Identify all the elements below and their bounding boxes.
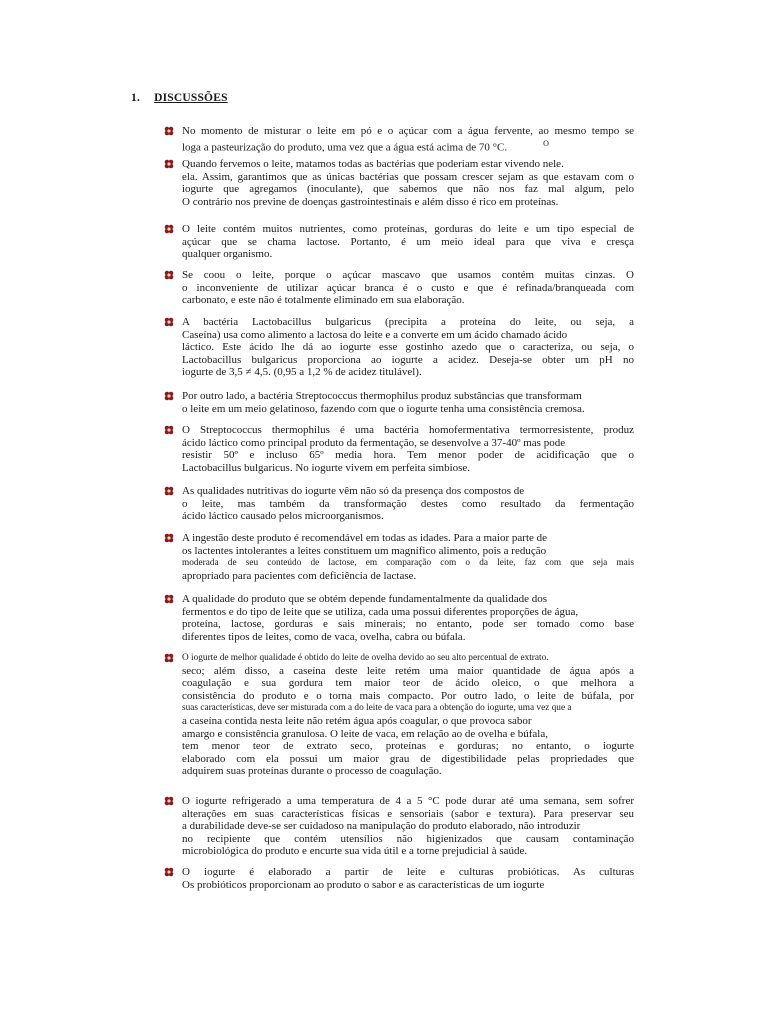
section-title: DISCUSSÕES — [154, 92, 228, 104]
bullet-paragraph — [164, 593, 634, 643]
bullet-paragraph — [164, 125, 634, 154]
bullet-paragraph — [164, 652, 634, 778]
flower-bullet-icon — [164, 653, 174, 663]
paragraph-line: Caseína) usa como alimento a lactosa do leite e a converte em um ácido chamado ácido — [182, 328, 568, 341]
paragraph-line: açúcar que se chama lactose. Portanto, é um meio ideal para que viva e cresça — [182, 235, 634, 248]
paragraph-line: os lactentes intolerantes a leites constituem um magnífico alimento, pois a redução — [182, 544, 547, 557]
paragraph-line: tem menor teor de extrato seco, proteínas e gorduras; no entanto, o iogurte — [182, 740, 634, 753]
paragraph-line: O contrário nos previne de doenças gastrointestinais e além disso é rico em proteínas. — [182, 195, 559, 208]
bullet-paragraph — [164, 795, 634, 858]
paragraph-line: Lactobacillus bulgaricus proporciona ao iogurte a acidez. Deseja-se obter um pH no — [182, 353, 634, 366]
flower-bullet-icon — [164, 224, 174, 234]
paragraph-line: láctico. Este ácido lhe dá ao iogurte esse gostinho azedo que o caracteriza, ou seja, o — [182, 341, 634, 354]
paragraph-line: apropriado para pacientes com deficiência de lactase. — [182, 569, 417, 582]
paragraph-line: o leite em um meio gelatinoso, fazendo com que o iogurte tenha uma consistência cremosa. — [182, 402, 585, 415]
paragraph-line: iogurte de 3,5 ≠ 4,5. (0,95 a 1,2 % de acidez titulável). — [182, 366, 422, 379]
bullet-paragraph — [164, 532, 634, 582]
paragraph-line: a caseína contida nesta leite não retém água após coagular, o que provoca sabor — [182, 714, 532, 727]
paragraph-text — [182, 485, 634, 523]
paragraph-line: seco; além disso, a caseína deste leite retém uma maior quantidade de água após a — [182, 664, 634, 677]
paragraph-line: elaborado com ela possui um maior grau de digestibilidade pelas propriedades que — [182, 752, 634, 765]
paragraph-line: Por outro lado, a bactéria Streptococcus thermophilus produz substâncias que transformam — [182, 390, 582, 402]
paragraph-line: O iogurte é elaborado a partir de leite e culturas probióticas. As culturas — [182, 866, 634, 878]
paragraph-line: a durabilidade deve-se ser cuidadoso na manipulação do produto elaborado, não introduzir — [182, 820, 581, 833]
paragraph-line: coagulação e sua gordura tem maior teor de ácido oleico, o que melhora a — [182, 677, 634, 690]
paragraph-line: No momento de misturar o leite em pó e o açúcar com a água fervente, ao mesmo tempo se — [182, 125, 634, 137]
paragraph-line: alterações em suas características físicas e sensoriais (sabor e textura). Para preservar seu — [182, 807, 634, 820]
bullet-paragraph — [164, 158, 634, 208]
flower-bullet-icon — [164, 796, 174, 806]
flower-bullet-icon — [164, 594, 174, 604]
paragraph-text — [182, 532, 634, 582]
flower-bullet-icon — [164, 867, 174, 877]
paragraph-line: A bactéria Lactobacillus bulgaricus (precipita a proteína do leite, ou seja, a — [182, 316, 634, 328]
paragraph-line: ácido láctico causado pelos microorganismos. — [182, 510, 384, 523]
paragraph-line: moderada de seu conteúdo de lactose, em comparação com o da leite, faz com que seja mais — [182, 558, 634, 569]
flower-bullet-icon — [164, 270, 174, 280]
flower-bullet-icon — [164, 391, 174, 401]
paragraph-line: qualquer organismo. — [182, 248, 273, 261]
flower-bullet-icon — [164, 317, 174, 327]
paragraph-line: fermentos e do tipo de leite que se utiliza, cada uma possui diferentes proporções de água, — [182, 605, 579, 618]
paragraph-line: ela. Assim, garantimos que as únicas bactérias que possam crescer sejam as que estavam com o — [182, 170, 634, 183]
paragraph-line: amargo e consistência granulosa. O leite de vaca, em relação ao de ovelha e búfala, — [182, 727, 548, 740]
paragraph-line: Os probióticos proporcionam ao produto o sabor e as características de um iogurte — [182, 878, 545, 891]
flower-bullet-icon — [164, 159, 174, 169]
paragraph-line: O Streptococcus thermophilus é uma bactéria homofermentativa termorresistente, produz — [182, 424, 634, 436]
paragraph-line: o inconveniente de utilizar açúcar branca é o custo e que é refinada/branqueada com — [182, 281, 634, 294]
paragraph-line: resistir 50º e incluso 65º media hora. Tem menor poder de acidificação que o — [182, 449, 634, 462]
paragraph-text — [182, 125, 634, 154]
flower-bullet-icon — [164, 425, 174, 435]
section-heading — [131, 92, 242, 104]
paragraph-line: no recipiente que contém utensílios não higienizados que causam contaminação — [182, 832, 634, 845]
bullet-paragraph — [164, 223, 634, 261]
paragraph-text — [182, 316, 634, 379]
paragraph-text — [182, 652, 634, 778]
bullet-paragraph — [164, 316, 634, 379]
paragraph-line: proteína, lactose, gorduras e sais minerais; no entanto, pode ser tomado como base — [182, 618, 634, 631]
bullet-paragraph — [164, 866, 634, 891]
bullet-paragraph — [164, 269, 634, 307]
bullet-paragraph — [164, 424, 634, 474]
paragraph-line: consistência do produto e o torna mais compacto. Por outro lado, o leite de búfala, por — [182, 689, 634, 702]
paragraph-line: iogurte que agregamos (inoculante), que sabemos que não nos faz mal algum, pelo — [182, 183, 634, 196]
paragraph-text — [182, 390, 634, 415]
paragraph-line: Quando fervemos o leite, matamos todas as bactérias que poderiam estar vivendo nele. — [182, 158, 564, 170]
section-number: 1. — [131, 92, 141, 104]
paragraph-line: As qualidades nutritivas do iogurte vêm não só da presença dos compostos de — [182, 485, 525, 497]
bullet-paragraph — [164, 485, 634, 523]
paragraph-text — [182, 158, 634, 208]
paragraph-line: carbonato, e este não é totalmente eliminado em sua elaboração. — [182, 294, 465, 307]
flower-bullet-icon — [164, 486, 174, 496]
paragraph-text — [182, 223, 634, 261]
paragraph-line: suas características, deve ser misturada com a do leite de vaca para a obtenção do iogurte, uma vez que a — [182, 703, 572, 714]
paragraph-line: O iogurte de melhor qualidade é obtido do leite de ovelha devido ao seu alto percentual de extrato. — [182, 653, 549, 663]
bullet-paragraph — [164, 390, 634, 415]
paragraph-line: O leite contém muitos nutrientes, como proteínas, gorduras do leite e um tipo especial de — [182, 223, 634, 235]
paragraph-line: Se coou o leite, porque o açúcar mascavo que usamos contém muitas cinzas. O — [182, 269, 634, 281]
paragraph-line: A qualidade do produto que se obtém depende fundamentalmente da qualidade dos — [182, 593, 548, 605]
paragraph-text — [182, 424, 634, 474]
flower-bullet-icon — [164, 126, 174, 136]
paragraph-line: adquirem suas proteínas durante o processo de coagulação. — [182, 765, 442, 778]
superscript-mark: O — [543, 138, 549, 148]
flower-bullet-icon — [164, 533, 174, 543]
paragraph-line: o leite, mas também da transformação destes como resultado da fermentação — [182, 497, 634, 510]
paragraph-text — [182, 269, 634, 307]
paragraph-text — [182, 795, 634, 858]
paragraph-text — [182, 593, 634, 643]
paragraph-text — [182, 866, 634, 891]
paragraph-line: O iogurte refrigerado a uma temperatura de 4 a 5 °C pode durar até uma semana, sem sofrer — [182, 795, 634, 807]
paragraph-line: microbiológica do produto e encurte sua vida útil e a torne prejudicial à saúde. — [182, 845, 528, 858]
paragraph-line: loga a pasteurização do produto, uma vez que a água está acima de 70 °C. — [182, 141, 508, 154]
paragraph-line: diferentes tipos de leites, como de vaca, ovelha, cabra ou búfala. — [182, 630, 466, 643]
paragraph-line: ácido láctico como principal produto da fermentação, se desenvolve a 37-40º mas pode — [182, 436, 566, 449]
paragraph-line: A ingestão deste produto é recomendável em todas as idades. Para a maior parte de — [182, 532, 548, 544]
paragraph-line: Lactobacillus bulgaricus. No iogurte vivem em perfeita simbiose. — [182, 461, 471, 474]
